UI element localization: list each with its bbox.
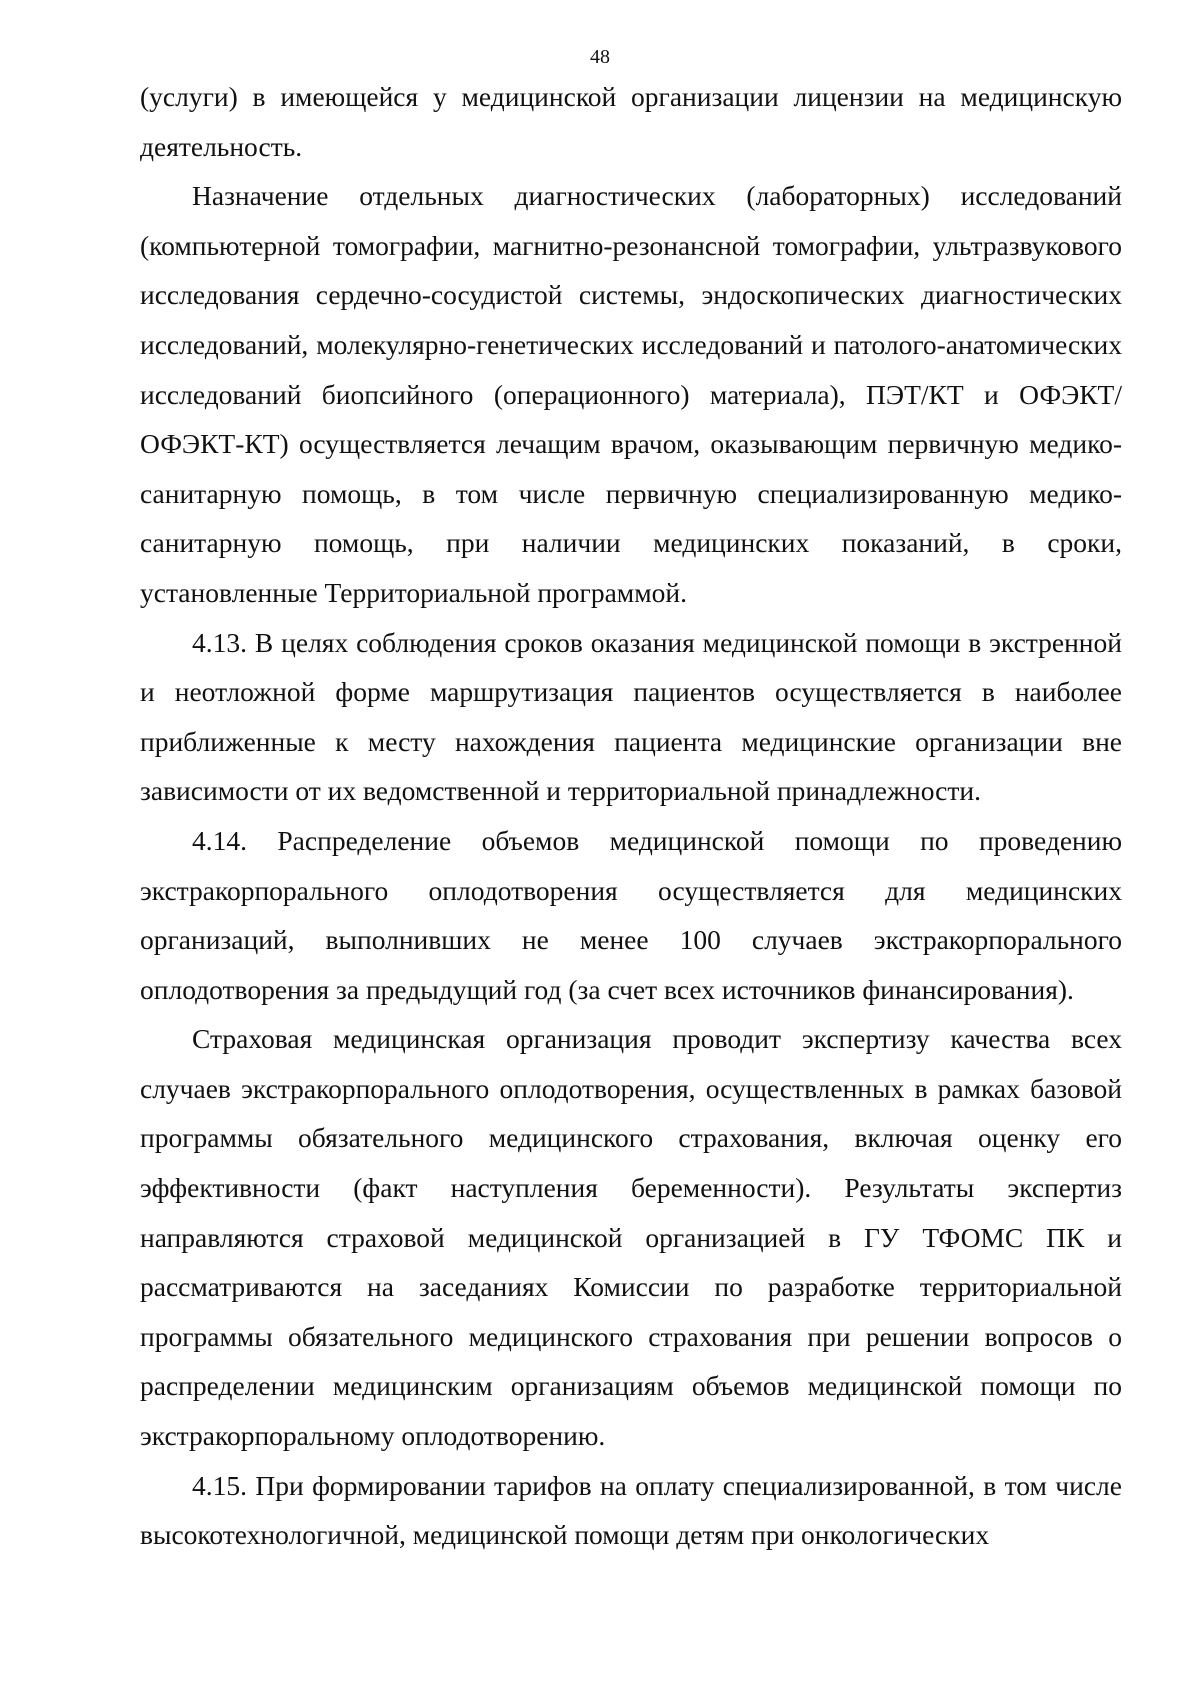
paragraph-4-15: 4.15. При формировании тарифов на оплату специализированной, в том числе высокотехнологичной, медицинской помощи детям при онкологических: [140, 1469, 1122, 1551]
document-body: [140, 72, 1122, 1560]
paragraph-insurance-expertise: Страховая медицинская организация проводит экспертизу качества всех случаев экстракорпорального оплодотворения, осуществленных в рамках базовой программы обязательного медицинского страхования, включая оценку его эффективности (факт наступления беременности). Результаты экспертиз направляются страховой медицинской организацией в ГУ ТФОМС ПК и рассматриваются на заседаниях Комиссии по разработке территориальной программы обязательного медицинского страхования при решении вопросов о распределении медицинским организациям объемов медицинской помощи по экстракорпоральному оплодотворению.: [140, 1023, 1122, 1452]
paragraph-continuation: (услуги) в имеющейся у медицинской организации лицензии на медицинскую деятельность.: [140, 81, 1122, 162]
paragraph-diagnostic-prescription: Назначение отдельных диагностических (лабораторных) исследований (компьютерной томографии, магнитно-резонансной томографии, ультразвукового исследования сердечно-сосудистой системы, эндоскопических диагностических исследований, молекулярно-генетических исследований и патолого-анатомических исследований биопсийного (операционного) материала), ПЭТ/КТ и ОФЭКТ/ОФЭКТ-КТ) осуществляется лечащим врачом, оказывающим первичную медико-санитарную помощь, в том числе первичную специализированную медико-санитарную помощь, при наличии медицинских показаний, в сроки, установленные Территориальной программой.: [140, 180, 1122, 608]
paragraph-4-13: 4.13. В целях соблюдения сроков оказания медицинской помощи в экстренной и неотложной форме маршрутизация пациентов осуществляется в наиболее приближенные к месту нахождения пациента медицинские организации вне зависимости от их ведомственной и территориальной принадлежности.: [140, 626, 1122, 807]
paragraph-4-14: 4.14. Распределение объемов медицинской помощи по проведению экстракорпорального оплодотворения осуществляется для медицинских организаций, выполнивших не менее 100 случаев экстракорпорального оплодотворения за предыдущий год (за счет всех источников финансирования).: [140, 824, 1122, 1005]
page-number: 48: [590, 46, 610, 68]
